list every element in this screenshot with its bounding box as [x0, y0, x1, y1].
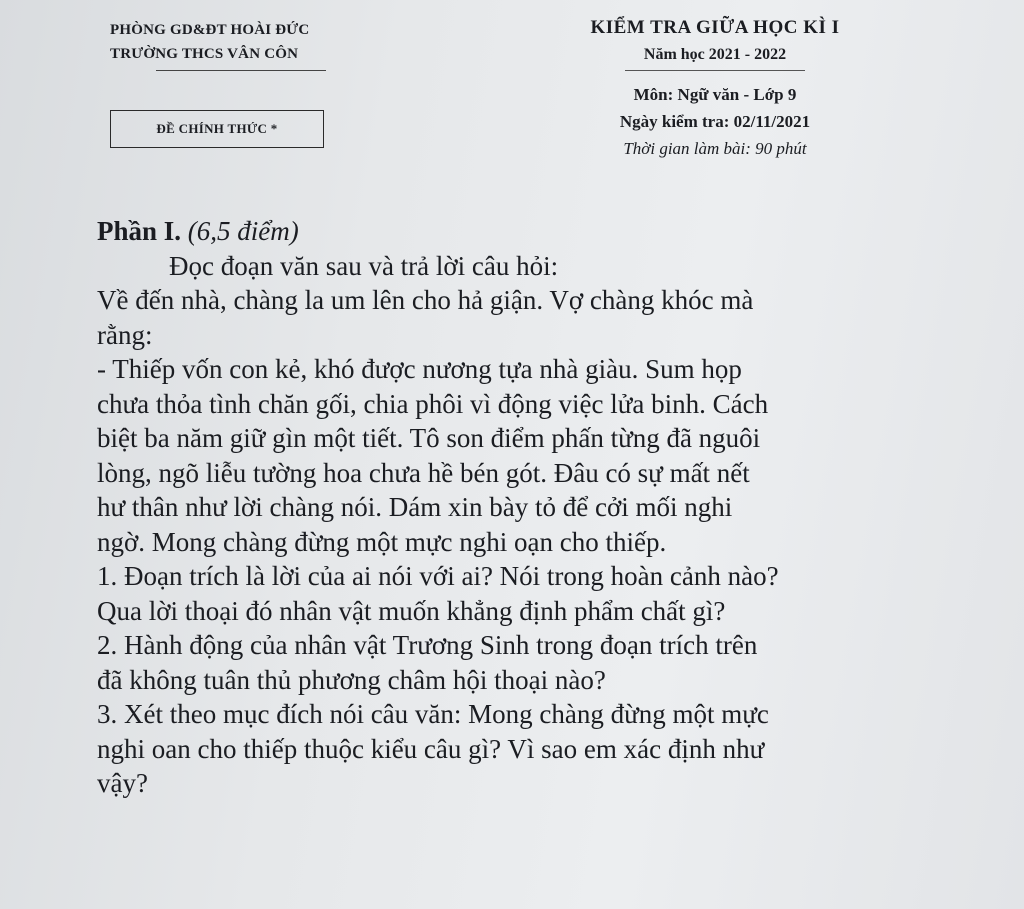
school-header — [110, 18, 370, 71]
passage-line: lòng, ngõ liễu tường hoa chưa hề bén gót. Đâu có sự mất nết — [97, 457, 750, 488]
official-exam-label: ĐỀ CHÍNH THỨC * — [110, 110, 324, 148]
school-year: Năm học 2021 - 2022 — [643, 46, 787, 63]
passage-line: - Thiếp vốn con kẻ, khó được nương tựa nhà giàu. Sum họp — [97, 354, 742, 384]
question-line: 3. Xét theo mục đích nói câu văn: Mong chàng đừng một mực — [97, 699, 769, 729]
section-title: Phần I. — [97, 216, 182, 246]
reading-instruction: Đọc đoạn văn sau và trả lời câu hỏi: — [169, 250, 559, 281]
exam-title: KIỂM TRA GIỮA HỌC KÌ I — [590, 17, 840, 38]
question-line: Qua lời thoại đó nhân vật muốn khẳng định phẩm chất gì? — [97, 595, 726, 626]
passage-line: rằng: — [97, 319, 153, 350]
question-line: vậy? — [97, 768, 148, 798]
exam-body — [97, 214, 987, 801]
passage-line: Về đến nhà, chàng la um lên cho hả giận. Vợ chàng khóc mà — [97, 285, 754, 315]
section-points: (6,5 điểm) — [187, 216, 299, 246]
exam-underline — [625, 70, 805, 71]
passage-line: hư thân như lời chàng nói. Dám xin bày tỏ để cởi mối nghi — [97, 492, 733, 522]
department-name: PHÒNG GD&ĐT HOÀI ĐỨC — [110, 22, 310, 38]
section-heading — [97, 214, 987, 249]
question-line: nghi oan cho thiếp thuộc kiểu câu gì? Vì sao em xác định như — [97, 733, 765, 764]
school-underline — [156, 70, 326, 71]
question-line: 2. Hành động của nhân vật Trương Sinh trong đoạn trích trên — [97, 630, 758, 660]
exam-subject: Môn: Ngữ văn - Lớp 9 — [633, 85, 797, 104]
school-name: TRƯỜNG THCS VÂN CÔN — [110, 46, 299, 62]
question-list — [97, 559, 987, 801]
question-line: 1. Đoạn trích là lời của ai nói với ai? Nói trong hoàn cảnh nào? — [97, 561, 779, 591]
passage-line: ngờ. Mong chàng đừng một mực nghi oạn cho thiếp. — [97, 526, 667, 557]
exam-date: Ngày kiểm tra: 02/11/2021 — [619, 112, 811, 131]
passage-line: chưa thỏa tình chăn gối, chia phôi vì động việc lửa binh. Cách — [97, 388, 769, 419]
question-line: đã không tuân thủ phương châm hội thoại nào? — [97, 664, 606, 695]
exam-duration: Thời gian làm bài: 90 phút — [623, 139, 807, 158]
exam-header — [545, 14, 885, 163]
reading-passage — [97, 283, 987, 559]
passage-line: biệt ba năm giữ gìn một tiết. Tô son điểm phấn từng đã nguôi — [97, 423, 761, 453]
